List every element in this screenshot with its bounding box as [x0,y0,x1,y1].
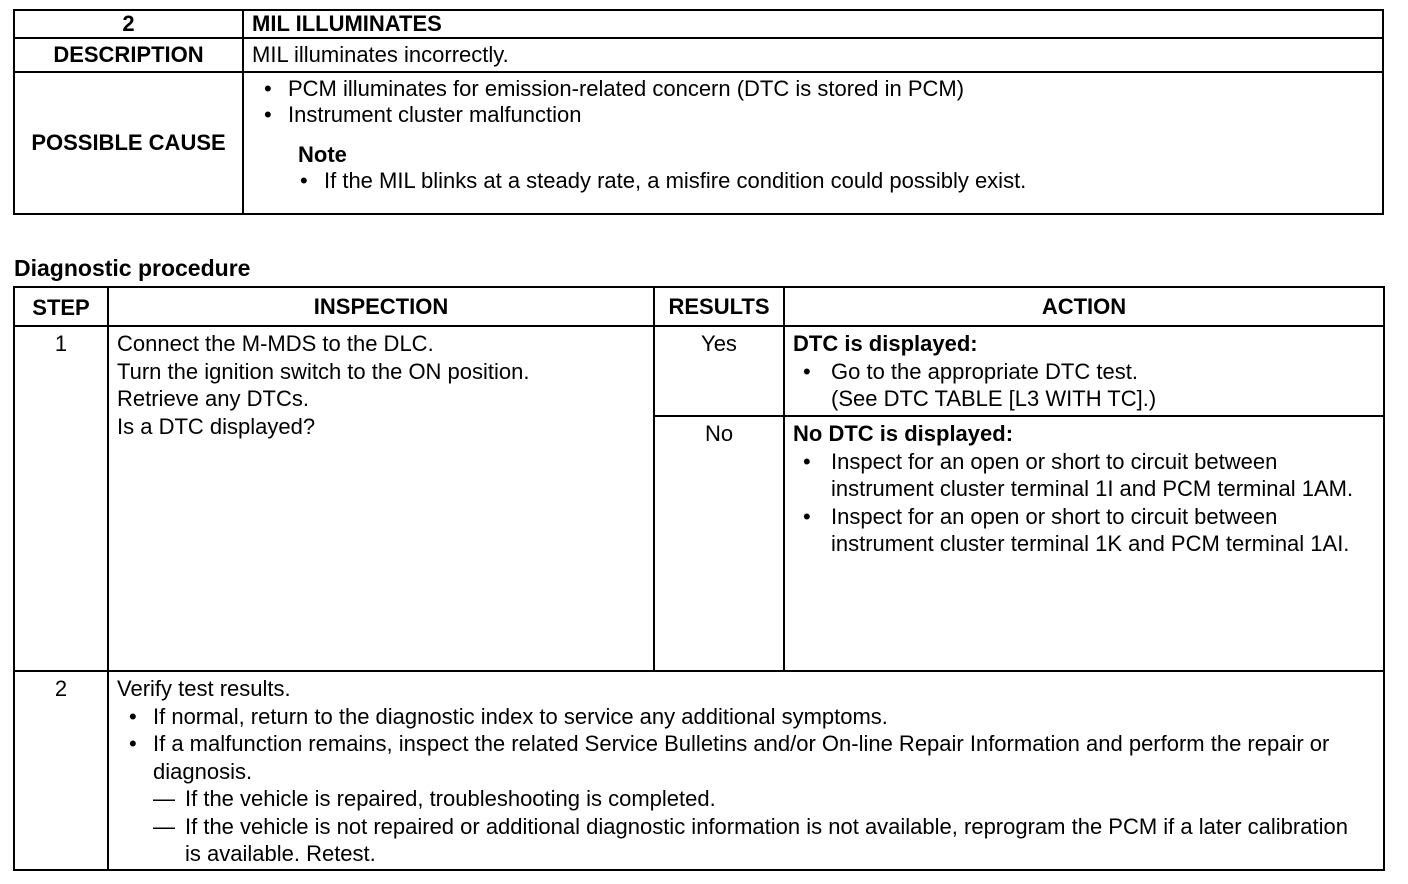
item-title: MIL ILLUMINATES [243,10,1383,38]
verify-cell [108,671,1384,870]
inspection-header: INSPECTION [108,287,654,326]
step-number: 1 [14,326,108,671]
step-number: 2 [14,671,108,870]
action-no-title: No DTC is displayed: [793,421,1014,446]
verify-subitem: — If the vehicle is not repaired or additional diagnostic information is not available, reprogram the PCM if a later calibration is available. Retest. [153,813,1369,868]
inspection-line: Retrieve any DTCs. [117,386,309,411]
verify-intro: Verify test results. [117,676,291,701]
possible-cause-row [14,72,1383,214]
description-label: DESCRIPTION [14,38,243,72]
result-no: No [654,416,784,671]
description-row [14,38,1383,72]
verify-sublist [117,785,1369,868]
item-number: 2 [14,10,243,38]
inspection-line: Is a DTC displayed? [117,413,316,439]
action-no-list [793,448,1383,558]
description-text: MIL illuminates incorrectly. [243,38,1383,72]
action-yes-reference: (See DTC TABLE [L3 WITH TC].) [831,386,1157,411]
action-no [784,416,1384,671]
action-yes-list [793,358,1383,386]
action-yes-title: DTC is displayed: [793,331,978,356]
cause-list [252,76,1382,128]
action-yes [784,326,1384,416]
inspection-line: Connect the M-MDS to the DLC. [117,331,434,356]
action-header: ACTION [784,287,1384,326]
results-header: RESULTS [654,287,784,326]
result-yes: Yes [654,326,784,416]
action-no-item: • Inspect for an open or short to circuit between instrument cluster terminal 1I and PCM terminal 1AM. [793,448,1363,503]
step-header: STEP [14,287,108,326]
action-yes-item: • Go to the appropriate DTC test. [793,358,1383,386]
verify-item: • If normal, return to the diagnostic index to service any additional symptoms. [117,703,1369,731]
step-row [14,671,1384,870]
action-no-item: • Inspect for an open or short to circuit between instrument cluster terminal 1K and PCM terminal 1AI. [793,503,1363,558]
step-row [14,326,1384,416]
possible-cause-label: POSSIBLE CAUSE [14,72,243,214]
header-row [14,287,1384,326]
inspection-cell [108,326,654,671]
summary-table [13,9,1384,215]
verify-list [117,703,1369,786]
verify-subitem: — If the vehicle is repaired, troubleshooting is completed. [153,785,1369,813]
title-row [14,10,1383,38]
note-item: • If the MIL blinks at a steady rate, a misfire condition could possibly exist. [288,168,1382,194]
cause-item: • Instrument cluster malfunction [252,102,1382,128]
inspection-line: Turn the ignition switch to the ON position. [117,358,530,384]
note-heading: Note [298,142,347,167]
procedure-table [13,286,1385,871]
verify-item: • If a malfunction remains, inspect the related Service Bulletins and/or On-line Repair Information and perform the repair or diagnosis. [117,730,1369,785]
note-list [288,168,1382,194]
cause-item: • PCM illuminates for emission-related concern (DTC is stored in PCM) [252,76,1382,102]
procedure-heading: Diagnostic procedure [14,255,251,281]
possible-cause-content [243,72,1383,214]
